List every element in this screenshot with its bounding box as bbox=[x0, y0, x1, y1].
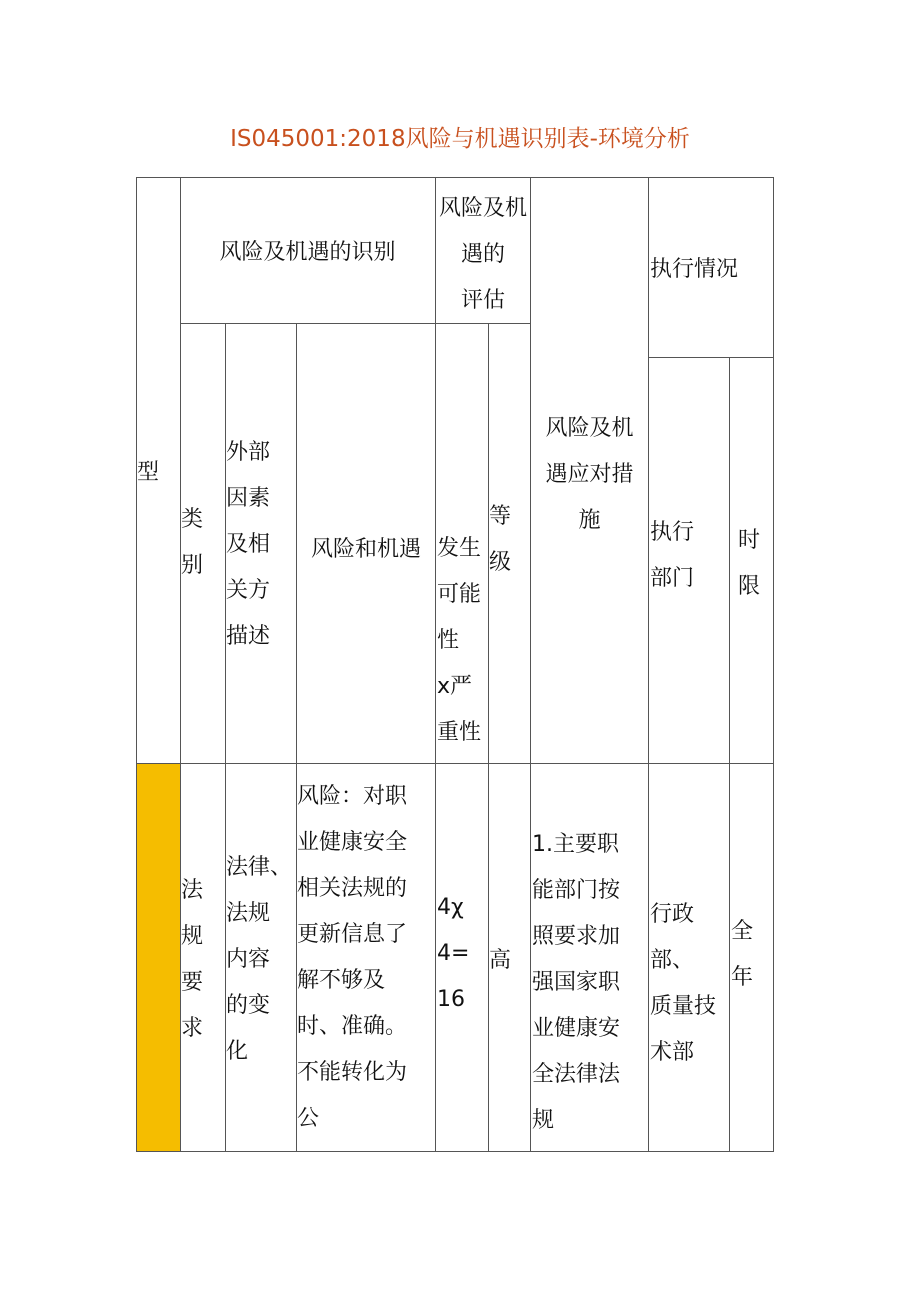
row-department: 行政部、 质量技 术部 bbox=[650, 902, 717, 1065]
header-type: 型 bbox=[137, 460, 160, 485]
header-risk-opportunity: 风险和机遇 bbox=[310, 537, 421, 562]
likelihood-column-divider bbox=[488, 323, 489, 1152]
level-column-divider bbox=[530, 177, 531, 1152]
header-measures: 风险及机 遇应对措 施 bbox=[545, 416, 634, 533]
header-execution-group: 执行情况 bbox=[650, 257, 739, 282]
department-column-divider bbox=[729, 357, 730, 1152]
row-category: 法 规 要 求 bbox=[181, 878, 204, 1041]
measures-column-divider bbox=[648, 177, 649, 1152]
row-measures: 1.主要职 能部门按 照要求加 强国家职 业健康安 全法律法 规 bbox=[532, 832, 621, 1133]
table-top-border bbox=[136, 177, 774, 178]
header-body-divider bbox=[136, 763, 774, 764]
table-right-border bbox=[773, 177, 774, 1152]
header-deadline: 时 限 bbox=[738, 528, 761, 599]
header-likelihood: 发生 可能 性 x严 重性 bbox=[437, 536, 482, 745]
row-level: 高 bbox=[489, 948, 512, 973]
header-level: 等 级 bbox=[489, 504, 512, 575]
page-title: IS045001:2018风险与机遇识别表-环境分析 bbox=[230, 126, 690, 152]
row-deadline: 全 年 bbox=[731, 919, 754, 990]
table-bottom-border bbox=[136, 1151, 774, 1152]
row-likelihood: 4χ 4= 16 bbox=[437, 895, 470, 1012]
type-color-bar bbox=[136, 763, 180, 1152]
row-external-factors: 法律、 法规 内容 的变 化 bbox=[226, 855, 293, 1064]
header-evaluate-group: 风险及机遇的 评估 bbox=[438, 196, 527, 313]
header-department: 执行 部门 bbox=[650, 520, 695, 591]
table-left-border bbox=[136, 177, 137, 1152]
header-external-factors: 外部 因素 及相 关方 描述 bbox=[226, 440, 271, 649]
row-risk: 风险：对职 业健康安全 相关法规的 更新信息了 解不够及 时、准确。 不能转化为 公 bbox=[297, 784, 408, 1131]
header-identify-group: 风险及机遇的识别 bbox=[219, 240, 396, 265]
execution-header-divider bbox=[648, 357, 774, 358]
header-category: 类 别 bbox=[181, 507, 204, 578]
